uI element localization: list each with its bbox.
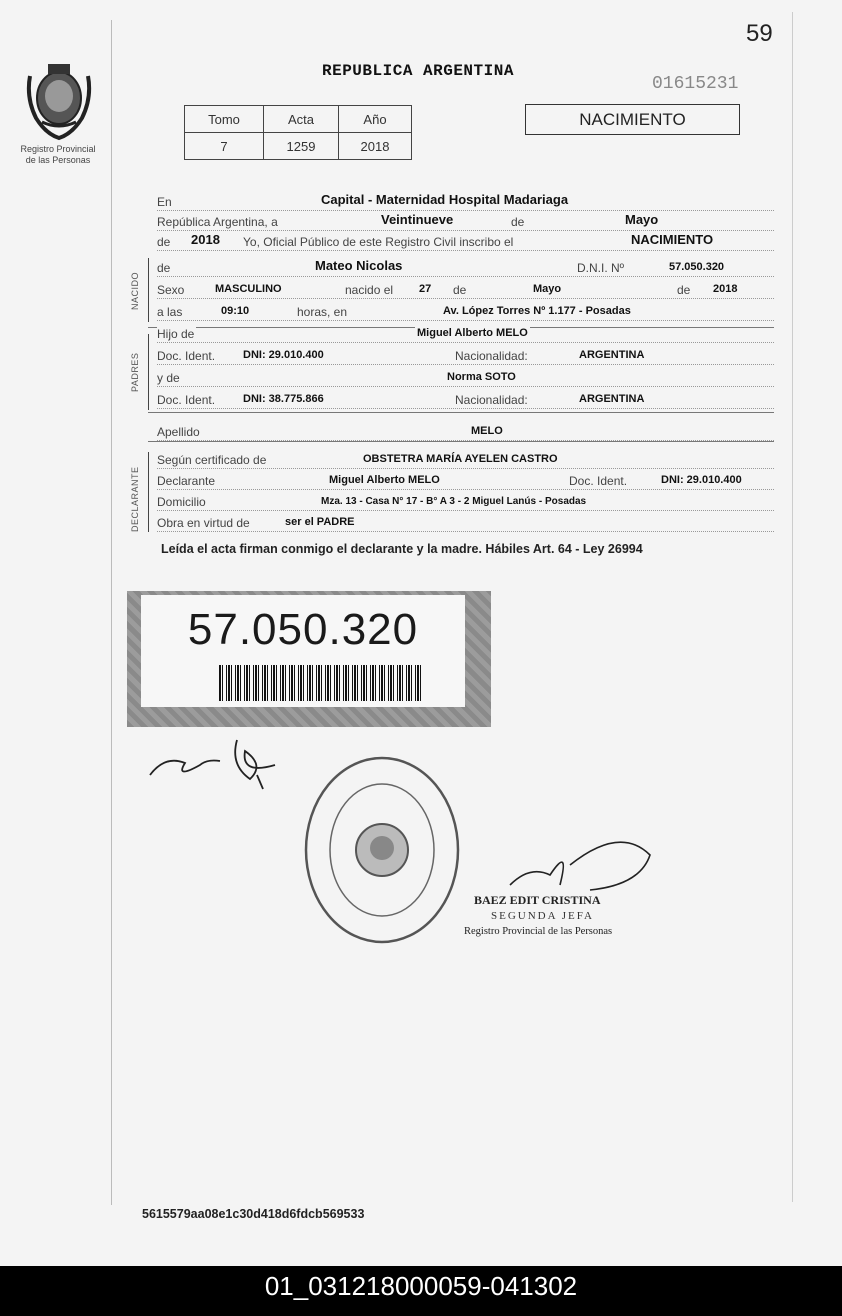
registry-table [184,105,412,160]
row-apellido: Apellido MELO [157,420,774,441]
row-padre: Hijo de Miguel Alberto MELO [157,322,774,343]
acta-mes: Mayo [625,212,659,227]
row-obra: Obra en virtud de ser el PADRE [157,511,774,532]
row-declarante: Declarante Miguel Alberto MELO Doc. Ident. DNI: 29.010.400 [157,469,774,490]
lugar-acta: Capital - Maternidad Hospital Madariaga [321,192,569,207]
logo-caption: Registro Provincial de las Personas [20,144,96,165]
row-nacido-hora: a las 09:10 horas, en Av. López Torres Nº 1.177 - Posadas [157,300,774,321]
acta-value: 1259 [264,133,339,160]
page-number: 59 [746,20,773,47]
padre-nombre: Miguel Alberto MELO [417,327,528,339]
signatory-name: BAEZ EDIT CRISTINA [474,893,601,907]
acta-header: Acta [264,106,339,133]
declarante-doc: DNI: 29.010.400 [661,474,742,486]
dni-sticker [127,591,491,727]
tomo-value: 7 [185,133,264,160]
section-declarante: DECLARANTE [130,466,140,532]
province-logo [22,58,96,142]
official-signature [500,835,660,900]
padre-doc: DNI: 29.010.400 [243,349,324,361]
separator [148,441,774,442]
padre-nacionalidad: ARGENTINA [579,349,645,361]
sticker-dni-number: 57.050.320 [187,605,419,654]
declarant-signature [145,735,285,800]
document-hash: 5615579aa08e1c30d418d6fdcb569533 [142,1207,365,1221]
section-padres: PADRES [130,352,140,392]
padres-bracket [148,334,149,410]
row-nacido-nombre: de Mateo Nicolas D.N.I. Nº 57.050.320 [157,256,774,277]
section-nacido: NACIDO [130,271,140,310]
nacido-nombre: Mateo Nicolas [315,258,403,273]
document-title: REPUBLICA ARGENTINA [322,62,514,80]
madre-nombre: Norma SOTO [447,371,516,383]
footer-code: 01_031218000059-041302 [0,1266,842,1316]
anio-header: Año [339,106,412,133]
anio-value: 2018 [339,133,412,160]
separator [148,412,774,413]
closing-statement: Leída el acta firman conmigo el declarante y la madre. Hábiles Art. 64 - Ley 26994 [161,542,643,556]
apellido-value: MELO [471,425,503,437]
serial-number: 01615231 [652,74,739,94]
signatory-org: Registro Provincial de las Personas [464,926,613,937]
barcode [219,665,424,701]
nacido-anio: 2018 [713,283,738,295]
nacido-lugar: Av. López Torres Nº 1.177 - Posadas [443,305,631,317]
nacido-dia: 27 [419,283,432,295]
declarante-nombre: Miguel Alberto MELO [329,474,440,486]
nacido-mes: Mayo [533,283,562,295]
nacido-sexo: MASCULINO [215,283,282,295]
declarante-bracket [148,452,149,532]
tomo-header: Tomo [185,106,264,133]
row-madre-doc: Doc. Ident. DNI: 38.775.866 Nacionalidad: ARGENTINA [157,388,774,409]
domicilio-value: Mza. 13 - Casa N° 17 - B° A 3 - 2 Miguel Lanús - Posadas [321,496,587,507]
row-nacido-sexo: Sexo MASCULINO nacido el 27 de Mayo de 2018 [157,278,774,299]
row-republica: República Argentina, a Veintinueve de Mayo [157,210,774,231]
signatory-role: SEGUNDA JEFA [491,910,594,922]
row-padre-doc: Doc. Ident. DNI: 29.010.400 Nacionalidad: ARGENTINA [157,344,774,365]
row-certificado: Según certificado de OBSTETRA MARÍA AYELEN CASTRO [157,448,774,469]
row-oficial: de 2018 Yo, Oficial Público de este Registro Civil inscribo el NACIMIENTO [157,230,774,251]
row-domicilio: Domicilio Mza. 13 - Casa N° 17 - B° A 3 - 2 Miguel Lanús - Posadas [157,490,774,511]
row-en: En Capital - Maternidad Hospital Madariaga [157,190,774,211]
nacido-dni: 57.050.320 [669,261,725,273]
sticker-label [141,595,465,707]
acta-inscribe: NACIMIENTO [631,232,714,247]
certificado-value: OBSTETRA MARÍA AYELEN CASTRO [363,453,558,465]
document-type-box: NACIMIENTO [525,104,740,135]
madre-doc: DNI: 38.775.866 [243,393,324,405]
official-stamp [300,752,464,957]
nacido-bracket [148,258,149,322]
right-margin-line [792,12,793,1202]
madre-nacionalidad: ARGENTINA [579,393,645,405]
acta-anio: 2018 [191,232,220,247]
obra-value: ser el PADRE [285,516,355,528]
nacido-hora: 09:10 [221,305,250,317]
left-margin-line [111,20,112,1205]
acta-dia: Veintinueve [381,212,454,227]
row-madre: y de Norma SOTO [157,366,774,387]
